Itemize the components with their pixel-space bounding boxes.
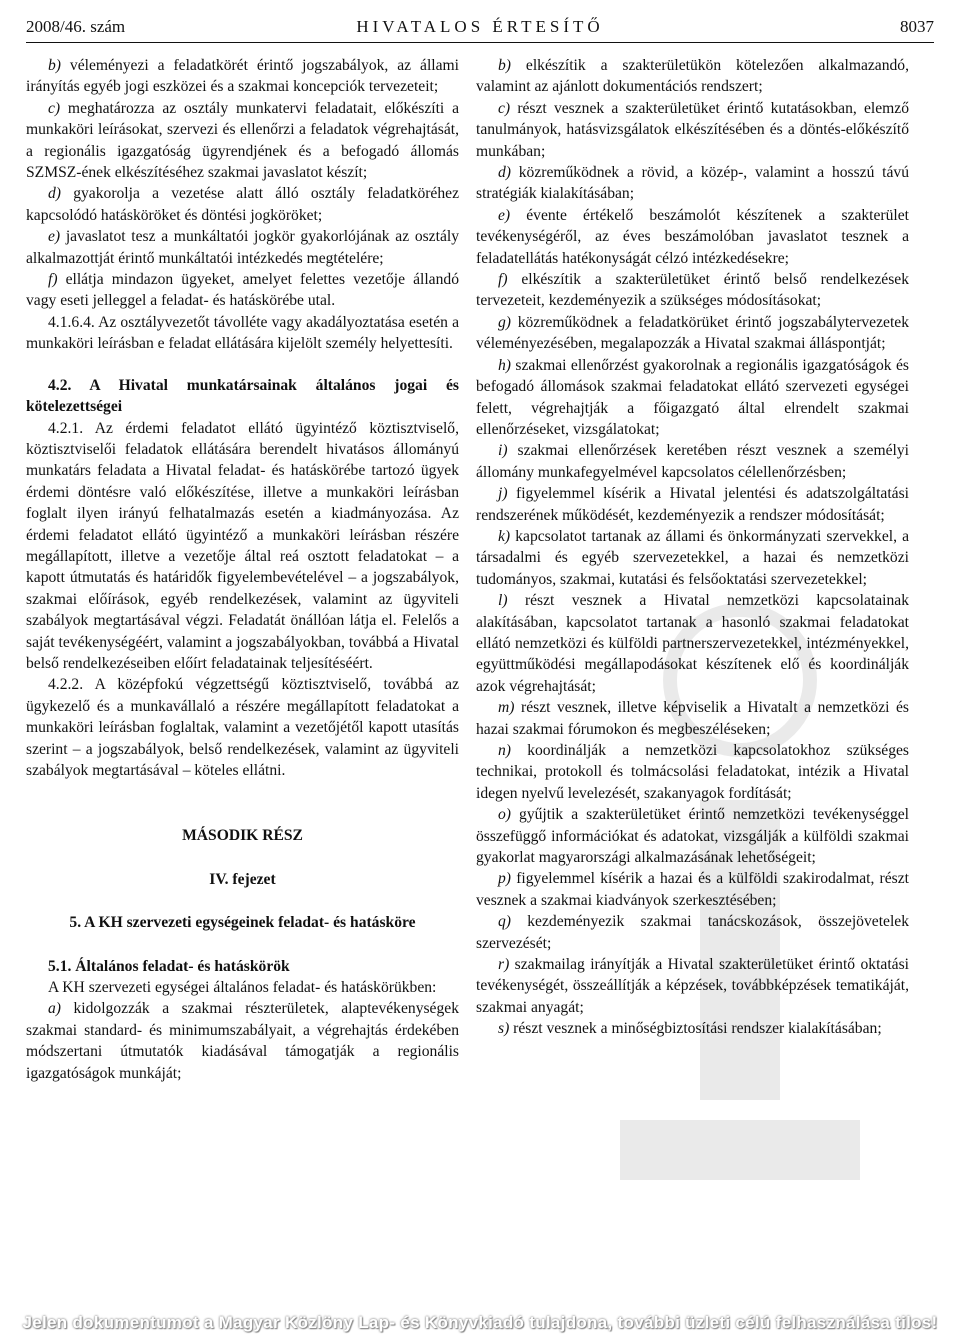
list-item bbox=[476, 483, 909, 526]
item-text: ellátja mindazon ügyeket, amelyet felettes vezetője állandó vagy eseti jelleggel a feladat- és hatáskörébe utal. bbox=[26, 271, 459, 310]
item-letter: a) bbox=[48, 1000, 61, 1018]
item-text: évente értékelő beszámolót készítenek a szakterület tevékenységéről, az éves beszámolóban javaslatot tesznek a feladatellátás hatékonyságát célzó intézkedésekre; bbox=[476, 206, 909, 267]
section-title-5: 5. A KH szervezeti egységeinek feladat- és hatásköre bbox=[69, 914, 416, 932]
list-item bbox=[476, 355, 909, 441]
paragraph-4-2-2: 4.2.2. A középfokú végzettségű köztisztviselő, továbbá az ügykezelő és a munkavállaló a részére megállapított feladatokat a munkaköri leírásban foglaltak, valamint a vezetőjétől kapott utasítás szerint – a jogszabályok, belső rendelkezések, valamint az ügyviteli szabályok megtartásával – köteles ellátni. bbox=[26, 676, 459, 779]
item-letter: c) bbox=[498, 99, 511, 117]
list-item bbox=[26, 98, 459, 184]
item-letter: p) bbox=[498, 870, 511, 888]
item-letter: i) bbox=[498, 442, 508, 460]
item-letter: s) bbox=[498, 1020, 510, 1038]
publication-title: HIVATALOS ÉRTESÍTŐ bbox=[356, 17, 604, 36]
item-text: részt vesznek a szakterületüket érintő kutatásokban, elemző tanulmányok, hatásvizsgálatok elkészítésében és a döntés-előkészítő munkában; bbox=[476, 99, 909, 160]
list-item bbox=[476, 269, 909, 312]
list-item bbox=[476, 697, 909, 740]
item-text: gyűjtik a szakterületüket érintő nemzetközi tevékenységgel összefüggő információkat és adatokat, vizsgálják a külföldi szakmai gyakorlat magyarországi alkalmazásának lehetőségeit; bbox=[476, 806, 909, 867]
item-text: közreműködnek a rövid, a közép-, valamint a hosszú távú stratégiák kialakításában; bbox=[476, 164, 909, 203]
item-letter: d) bbox=[48, 185, 61, 203]
list-item bbox=[476, 162, 909, 205]
item-letter: b) bbox=[498, 57, 511, 74]
part-title: MÁSODIK RÉSZ bbox=[182, 827, 303, 845]
list-item bbox=[476, 590, 909, 697]
page-number: 8037 bbox=[900, 17, 934, 36]
list-item bbox=[476, 868, 909, 911]
list-item bbox=[476, 804, 909, 868]
list-item bbox=[476, 55, 909, 98]
list-item bbox=[476, 98, 909, 162]
paragraph-5-1: A KH szervezeti egységei általános feladat- és hatáskörükben: bbox=[48, 979, 437, 997]
item-letter: g) bbox=[498, 313, 511, 331]
item-text: gyakorolja a vezetése alatt álló osztály feladatköréhez kapcsolódó hatásköröket és döntési jogköröket; bbox=[26, 185, 459, 224]
list-item bbox=[476, 954, 909, 1018]
item-letter: d) bbox=[498, 164, 511, 182]
item-text: figyelemmel kísérik a Hivatal jelentési és adatszolgáltatási rendszerének működését, kezdeményezik a rendszer módosítását; bbox=[476, 485, 909, 524]
list-item bbox=[26, 226, 459, 269]
list-item bbox=[26, 312, 459, 355]
item-text: koordinálják a nemzetközi kapcsolatokhoz szükséges technikai, protokoll és tolmácsolási feladatokat, intézik a Hivatal idegen nyelvű levelezését, szakanyagok fordítását; bbox=[476, 742, 909, 802]
list-item bbox=[476, 312, 909, 355]
list-item bbox=[476, 440, 909, 483]
list-item bbox=[26, 998, 459, 1084]
copyright-footer: Jelen dokumentumot a Magyar Közlöny Lap- és Könyvkiadó tulajdona, további üzleti célú felhasználása tilos! bbox=[0, 1306, 960, 1340]
item-letter: f) bbox=[48, 271, 58, 289]
item-text: figyelemmel kísérik a hazai és a külföldi szakirodalmat, részt vesznek a szakmai kiadványok szerkesztésében; bbox=[476, 870, 909, 909]
item-letter: f) bbox=[498, 271, 508, 289]
item-text: 4.1.6.4. Az osztályvezetőt távolléte vagy akadályoztatása esetén a munkaköri leírásban e feladat ellátására kijelölt személy helyettesíti. bbox=[26, 313, 459, 353]
list-item bbox=[26, 55, 459, 98]
item-text: részt vesznek, illetve képviselik a Hivatalt a nemzetközi és hazai szakmai fórumokon és megbeszéléseken; bbox=[476, 699, 909, 738]
item-letter: k) bbox=[498, 527, 511, 545]
item-text: közreműködnek a feladatkörüket érintő jogszabálytervezetek véleményezésében, megalapozzák a Hivatal szakmai álláspontját; bbox=[476, 313, 909, 353]
section-title-5-1: 5.1. Általános feladat- és hatáskörök bbox=[48, 957, 290, 975]
item-letter: m) bbox=[498, 699, 515, 717]
list-item bbox=[476, 205, 909, 269]
chapter-title: IV. fejezet bbox=[209, 870, 276, 888]
list-item bbox=[476, 740, 909, 804]
left-column bbox=[26, 55, 459, 1084]
item-letter: o) bbox=[498, 806, 511, 824]
item-text: szakmailag irányítják a Hivatal szakterületüket érintő oktatási tevékenységét, összeállítják a képzések, továbbképzések tematikáját, szakmai anyagát; bbox=[476, 956, 909, 1016]
item-text: részt vesznek a Hivatal nemzetközi kapcsolatainak alakításában, kapcsolatot tartanak a hasonló szakmai feladatokat ellátó nemzetközi és külföldi partnerszervezetekkel, intézményekkel, együttműködési megállapodásokat készítenek elő és koordinálják azok végrehajtását; bbox=[476, 592, 909, 695]
section-heading-4-2: 4.2. A Hivatal munkatársainak általános jogai és kötelezettségei bbox=[26, 376, 459, 416]
item-text: kidolgozzák a szakmai részterületek, alaptevékenységek szakmai standard- és minimumszabályait, a végrehajtás érdekében módszertani útmutatók kiadásával támogatják a regionális igazgatóságok munkáját; bbox=[26, 1000, 459, 1082]
item-text: elkészítik a szakterületüket érintő belső rendelkezések tervezeteit, kezdeményezik a szükséges módosításokat; bbox=[476, 271, 909, 310]
item-text: kapcsolatot tartanak az állami és önkormányzati szervekkel, a társadalmi és egyéb szervezetekkel, a hazai és nemzetközi tudományos, szakmai, kutatási és felsőoktatási szervezetekkel; bbox=[476, 527, 909, 588]
page-header bbox=[26, 14, 934, 43]
list-item bbox=[26, 183, 459, 226]
item-letter: c) bbox=[48, 99, 61, 117]
paragraph-4-2-1: 4.2.1. Az érdemi feladatot ellátó ügyintéző köztisztviselő, köztisztviselői feladatok ellátására berendelt hivatásos állományú munkatárs feladata a Hivatal feladat- és hatáskörébe tartozó ügyek érdemi döntésre való előkészítése, illetve a munkaköri leírásban foglalt ilyen irányú felhatalmazás esetén a kiadmányozása. Az érdemi feladatot ellátó ügyintéző a munkaköri leírásban részére megállapított, illetve a vezetője által reá osztott feladatokat – a kapott útmutatás és határidők figyelembevételével – a jogszabályok, szakmai előírások, egyéb rendelkezések, valamint az ügyviteli szabályok megtartásával végzi. Feladatát önállóan látja el. Felelős a saját tevékenységéért, valamint a jogszabályokban, továbbá a Hivatal belső rendelkezéseiben előírt feladatainak teljesítéséért. bbox=[26, 419, 459, 672]
list-item bbox=[476, 526, 909, 590]
list-item bbox=[476, 1018, 909, 1039]
item-letter: n) bbox=[498, 742, 511, 759]
item-letter: h) bbox=[498, 356, 511, 374]
list-item bbox=[26, 269, 459, 312]
item-text: javaslatot tesz a munkáltatói jogkör gyakorlójának az osztály alkalmazottját érintő munkáltatói intézkedés megtételére; bbox=[26, 228, 459, 267]
item-text: elkészítik a szakterületükön kötelezően alkalmazandó, valamint az ajánlott dokumentációs rendszert; bbox=[476, 57, 909, 96]
item-letter: q) bbox=[498, 913, 511, 931]
item-text: szakmai ellenőrzést gyakorolnak a regionális igazgatóságok és befogadó állomások szakmai feladatokat ellátó szervezeti egységei felett, végrehajtják a főigazgató által elrendelt szakmai ellenőrzéseket, vizsgálatokat; bbox=[476, 356, 909, 438]
item-letter: b) bbox=[48, 57, 61, 74]
item-letter: j) bbox=[498, 485, 508, 503]
right-column bbox=[476, 55, 909, 1040]
list-item bbox=[476, 911, 909, 954]
item-text: meghatározza az osztály munkatervi feladatait, előkészíti a munkaköri leírásokat, szervezi és ellenőrzi a feladatok végrehajtását, a regionális igazgatóság ügyrendjének és a befogadó állomás SZMSZ-ének elkészítéséhez szakmai javaslatot készít; bbox=[26, 99, 459, 182]
item-text: szakmai ellenőrzések keretében részt vesznek a személyi állomány munkafegyelmével kapcsolatos célellenőrzésben; bbox=[476, 442, 909, 481]
item-text: véleményezi a feladatkörét érintő jogszabályok, az állami irányítás egyéb jogi eszközei és a szakmai koncepciók tervezeteit; bbox=[26, 57, 459, 96]
item-letter: e) bbox=[48, 228, 61, 246]
issue-number: 2008/46. szám bbox=[26, 17, 126, 36]
item-letter: l) bbox=[498, 592, 508, 610]
item-text: kezdeményezik szakmai tanácskozások, összejövetelek szervezését; bbox=[476, 913, 909, 952]
item-letter: r) bbox=[498, 956, 510, 974]
item-letter: e) bbox=[498, 206, 511, 224]
item-text: részt vesznek a minőségbiztosítási rendszer kialakításában; bbox=[509, 1020, 882, 1038]
